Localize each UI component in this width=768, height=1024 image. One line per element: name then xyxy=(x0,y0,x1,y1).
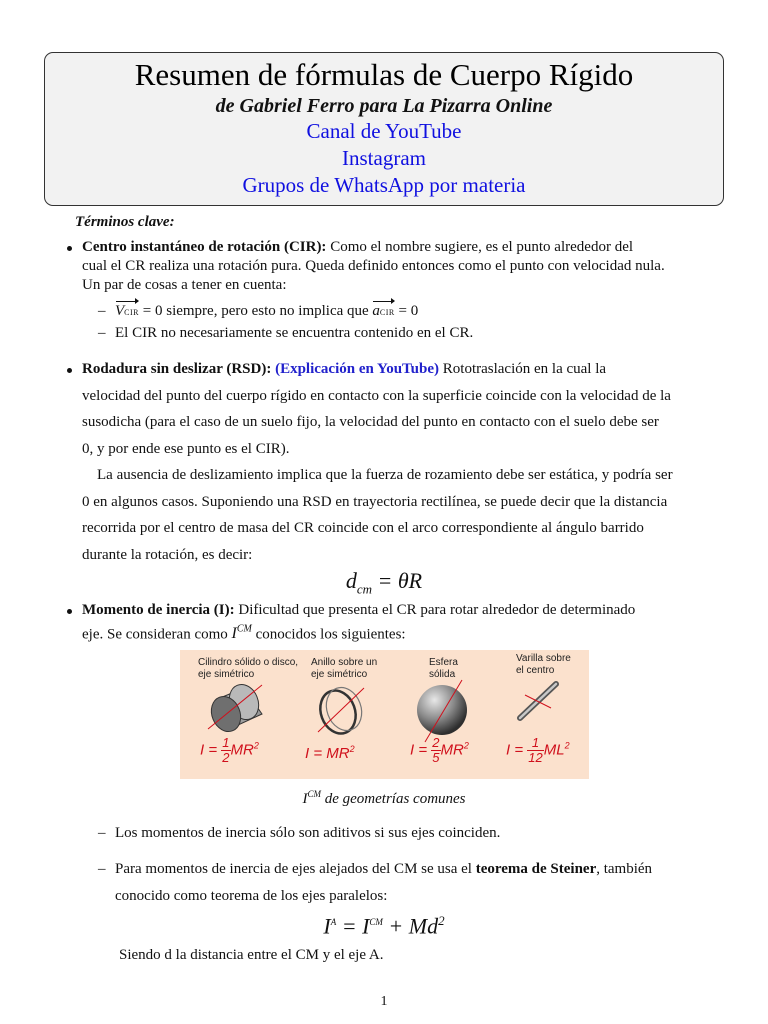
rsd-term: Rodadura sin deslizar (RSD): xyxy=(82,361,272,377)
formula-cylinder: I = $\frac{1}{2}$ $MR^2$ xyxy=(200,735,259,765)
page-title: Resumen de fórmulas de Cuerpo Rígido xyxy=(134,57,634,92)
cir-sub1-text: = 0 siempre, pero esto no implica que xyxy=(142,303,369,319)
figure-label-cylinder: Cilindro sólido o disco, eje simétrico xyxy=(198,657,299,680)
whatsapp-link[interactable]: Grupos de WhatsApp por materia xyxy=(242,173,526,197)
rsd-paragraph xyxy=(82,356,724,568)
bullet-dot xyxy=(67,368,72,373)
rod-shape xyxy=(520,684,556,718)
cir-paragraph xyxy=(82,238,724,295)
cir-sub-item-2: – El CIR no necesariamente se encuentra contenido en el CR. xyxy=(98,325,474,341)
inertia-paragraph xyxy=(82,601,724,644)
inertia-sub2-line2: conocido como teorema de los ejes paralelos: xyxy=(115,888,388,904)
inertia-sub-item-2: – Para momentos de inercia de ejes alejados del CM se usa el teorema de Steiner, también conocido como teorema de los ejes paralelos: xyxy=(98,856,652,910)
cir-sub2-text: El CIR no necesariamente se encuentra contenido en el CR. xyxy=(115,325,474,341)
bullet-dot xyxy=(67,609,72,614)
rsd-p2-line2: 0 en algunos casos. Suponiendo una RSD en trayectoria rectilínea, se puede decir que la distancia xyxy=(82,493,668,510)
inertia-line2a: eje. Se consideran como xyxy=(82,626,228,643)
rsd-youtube-link[interactable]: (Explicación en YouTube) xyxy=(275,361,440,377)
steiner-term: teorema de Steiner xyxy=(475,861,597,877)
formula-ring: $I = MR^2$ xyxy=(305,744,355,762)
page-number: 1 xyxy=(380,994,388,1009)
rsd-line4: 0, y por ende ese punto es el CIR). xyxy=(82,440,290,457)
inertia-line1: Dificultad que presenta el CR para rotar alrededor de determinado xyxy=(238,602,636,618)
inertia-sub2-a: Para momentos de inercia de ejes alejados del CM se usa el xyxy=(115,861,472,877)
rsd-line3: susodicha (para el caso de un suelo fijo, la velocidad del punto en contacto con el suelo debe ser xyxy=(82,414,659,430)
acceleration-vector-symbol: aCIR xyxy=(372,302,394,322)
inertia-sub1-text: Los momentos de inercia sólo son aditivos si sus ejes coinciden. xyxy=(115,825,501,841)
ring-shape xyxy=(315,683,368,739)
inertia-sub-item-1: – Los momentos de inercia sólo son aditivos si sus ejes coinciden. xyxy=(98,825,501,841)
cir-sub1-end: = 0 xyxy=(398,303,419,319)
cylinder-shape xyxy=(206,680,263,736)
rsd-p2-line1: La ausencia de deslizamiento implica que la fuerza de rozamiento debe ser estática, y podría ser xyxy=(97,467,673,483)
rolling-equation: $d_{cm} = \theta R$ xyxy=(345,568,423,597)
figure-label-ring: Anillo sobre un eje simétrico xyxy=(311,657,378,680)
key-terms-heading: Términos clave: xyxy=(75,214,175,230)
bullet-dot xyxy=(67,246,72,251)
page-subtitle: de Gabriel Ferro para La Pizarra Online xyxy=(215,95,553,117)
figure-label-rod: Varilla sobre el centro xyxy=(516,653,571,676)
instagram-link[interactable]: Instagram xyxy=(342,146,426,170)
inertia-term: Momento de inercia (I): xyxy=(82,602,235,618)
figure-caption xyxy=(0,789,768,808)
inertia-line2b: conocidos los siguientes: xyxy=(255,626,406,643)
caption-text: $I^{CM}$ de geometrías comunes xyxy=(302,789,466,807)
velocity-vector-symbol: VCIR xyxy=(115,302,139,322)
youtube-link[interactable]: Canal de YouTube xyxy=(306,119,462,143)
icm-symbol: $I^{CM}$ xyxy=(231,624,252,643)
cir-sub-item-1: – VCIR = 0 siempre, pero esto no implica que aCIR = 0 xyxy=(98,302,418,322)
cir-line2: cual el CR realiza una rotación pura. Queda definido entonces como el punto con velocidad nula. xyxy=(82,258,665,274)
cir-line1: Como el nombre sugiere, es el punto alrededor del xyxy=(330,239,634,255)
sphere-shape xyxy=(417,680,467,742)
rsd-p2-line4: durante la rotación, es decir: xyxy=(82,546,253,563)
cir-term: Centro instantáneo de rotación (CIR): xyxy=(82,239,327,255)
inertia-sub2-b: , también xyxy=(596,861,653,877)
rsd-line1: Rototraslación en la cual la xyxy=(442,361,607,377)
siendo-text: Siendo d la distancia entre el CM y el eje A. xyxy=(119,947,384,963)
figure-label-sphere: Esfera sólida xyxy=(429,657,458,680)
header-box xyxy=(44,52,724,206)
inertia-figure xyxy=(180,650,589,779)
formula-rod: I = $\frac{1}{12}$ $ML^2$ xyxy=(506,735,570,765)
steiner-equation: $I^A = I^{CM} + Md^2$ xyxy=(323,913,445,939)
rsd-p2-line3: recorrida por el centro de masa del CR coincide con el arco correspondiente al ángulo barrido xyxy=(82,520,644,536)
formula-sphere: I = $\frac{2}{5}$ $MR^2$ xyxy=(410,735,469,765)
cir-line3: Un par de cosas a tener en cuenta: xyxy=(82,277,287,293)
rsd-line2: velocidad del punto del cuerpo rígido en contacto con la superficie coincide con la velocidad de la xyxy=(82,387,671,404)
